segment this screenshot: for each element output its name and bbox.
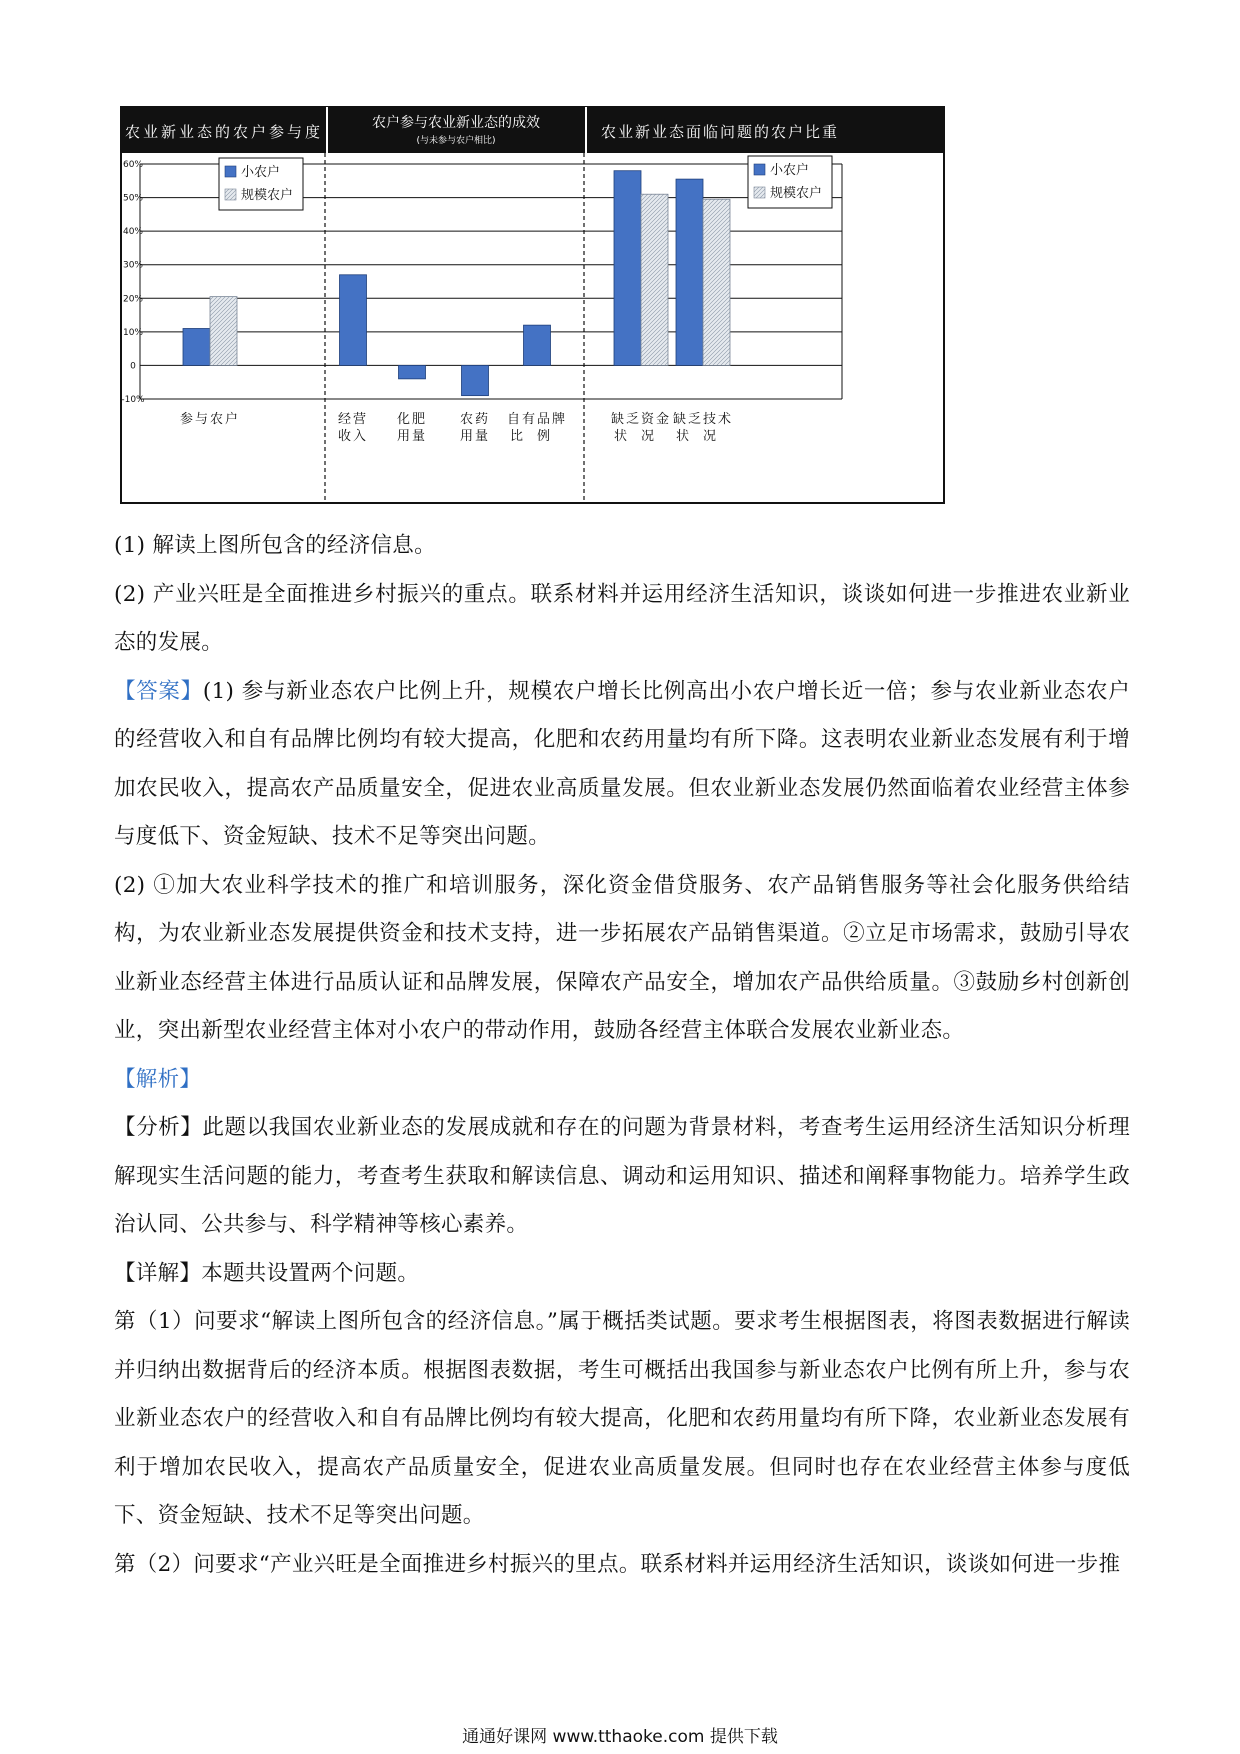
category-label: 缺乏资金 xyxy=(610,412,672,427)
bar-large-farmer xyxy=(703,199,730,365)
xiangjie-tag: 【详解】 xyxy=(114,1260,202,1286)
bar-small-farmer xyxy=(183,329,210,366)
category-label: 用量 xyxy=(459,429,491,444)
legend-right-label-large: 规模农户 xyxy=(770,186,823,201)
analysis-fenxi xyxy=(114,1104,1130,1250)
legend-left-label-small: 小农户 xyxy=(241,165,281,180)
answer-1-text: (1) 参与新业态农户比例上升，规模农户增长比例高出小农户增长近一倍；参与农业新业态农户的经营收入和自有品牌比例均有较大提高，化肥和农药用量均有所下降。这表明农业新业态发展有利于增加农民收入，提高农产品质量安全，促进农业高质量发展。但农业新业态发展仍然面临着农业经营主体参与度低下、资金短缺、技术不足等突出问题。 xyxy=(114,678,1131,849)
y-tick-label: 50% xyxy=(122,193,144,204)
bar-small-farmer xyxy=(524,325,551,365)
question-text-block xyxy=(114,522,1130,1589)
y-tick-label: 30% xyxy=(122,260,144,271)
answer-part-1 xyxy=(114,668,1130,862)
category-label: 比例 xyxy=(509,429,565,444)
fenxi-text: 此题以我国农业新业态的发展成就和存在的问题为背景材料，考查考生运用经济生活知识分析理解现实生活问题的能力，考查考生获取和解读信息、调动和运用知识、描述和阐释事物能力。培养学生政治认同、公共参与、科学精神等核心素养。 xyxy=(114,1115,1130,1237)
y-tick-label: 60% xyxy=(122,160,144,170)
bar-small-farmer xyxy=(340,275,367,366)
bar-large-farmer xyxy=(210,297,237,366)
question-1: (1) 解读上图所包含的经济信息。 xyxy=(114,533,436,558)
bar-small-farmer xyxy=(462,365,489,395)
y-tick-label: 20% xyxy=(122,294,144,305)
category-label: 状况 xyxy=(613,429,669,444)
panel-title-0: 农业新业态的农户参与度 xyxy=(124,123,324,141)
analysis-xiangjie xyxy=(114,1250,1130,1299)
category-label: 自有品牌 xyxy=(506,412,568,427)
y-tick-label: 40% xyxy=(122,227,144,238)
bar-small-farmer xyxy=(676,179,703,365)
category-label: 收入 xyxy=(337,429,369,444)
bar-small-farmer xyxy=(614,171,641,366)
xiangjie-text: 本题共设置两个问题。 xyxy=(201,1260,420,1286)
y-tick-label: -10% xyxy=(121,395,145,405)
answer-part-2: (2) ①加大农业科学技术的推广和培训服务，深化资金借贷服务、农产品销售服务等社会化服务供给结构，为农业新业态发展提供资金和技术支持，进一步拓展农产品销售渠道。②立足市场需求，鼓励引导农业新业态经营主体进行品质认证和品牌发展，保障农产品安全，增加农产品供给质量。③鼓励乡村创新创业，突出新型农业经营主体对小农户的带动作用，鼓励各经营主体联合发展农业新业态。 xyxy=(114,872,1130,1043)
legend-left-label-large: 规模农户 xyxy=(241,188,294,203)
bar-small-farmer xyxy=(399,365,426,378)
y-tick-label: 0 xyxy=(130,361,136,372)
category-label: 状况 xyxy=(675,429,731,444)
category-label: 用量 xyxy=(396,429,428,444)
detail-question-1: 第（1）问要求“解读上图所包含的经济信息。”属于概括类试题。要求考生根据图表，将图表数据进行解读并归纳出数据背后的经济本质。根据图表数据，考生可概括出我国参与新业态农户比例有所上升，参与农业新业态农户的经营收入和自有品牌比例均有较大提高，化肥和农药用量均有所下降，农业新业态发展有利于增加农民收入，提高农产品质量安全，促进农业高质量发展。但同时也存在农业经营主体参与度低下、资金短缺、技术不足等突出问题。 xyxy=(114,1309,1130,1528)
answer-tag: 【答案】 xyxy=(114,678,203,704)
category-label: 参与农户 xyxy=(179,412,241,427)
y-tick-label: 10% xyxy=(122,327,144,338)
legend-left-swatch-large xyxy=(225,189,236,200)
analysis-tag: 【解析】 xyxy=(114,1066,202,1092)
panel-subtitle-1: (与未参与农户相比) xyxy=(416,136,496,146)
bar-large-farmer xyxy=(641,194,668,365)
fenxi-tag: 【分析】 xyxy=(114,1115,203,1140)
legend-right-label-small: 小农户 xyxy=(770,163,810,178)
category-label: 经营 xyxy=(337,412,369,427)
analysis-heading xyxy=(114,1056,1130,1105)
chart-svg xyxy=(120,106,945,504)
legend-right-swatch-large xyxy=(754,187,765,198)
detail-question-2: 第（2）问要求“产业兴旺是全面推进乡村振兴的里点。联系材料并运用经济生活知识，谈谈如何进一步推 xyxy=(114,1551,1121,1577)
legend-right-swatch-small xyxy=(754,164,765,175)
bar-chart xyxy=(120,106,945,504)
legend-left-swatch-small xyxy=(225,166,236,177)
category-label: 化肥 xyxy=(396,412,428,427)
category-label: 缺乏技术 xyxy=(672,412,734,427)
page-footer: 通通好课网 www.tthaoke.com 提供下载 xyxy=(462,1727,778,1747)
category-label: 农药 xyxy=(459,412,491,427)
panel-title-1: 农户参与农业新业态的成效 xyxy=(372,115,540,131)
question-2: (2) 产业兴旺是全面推进乡村振兴的重点。联系材料并运用经济生活知识，谈谈如何进一步推进农业新业态的发展。 xyxy=(114,581,1130,655)
panel-title-2: 农业新业态面临问题的农户比重 xyxy=(600,123,840,141)
